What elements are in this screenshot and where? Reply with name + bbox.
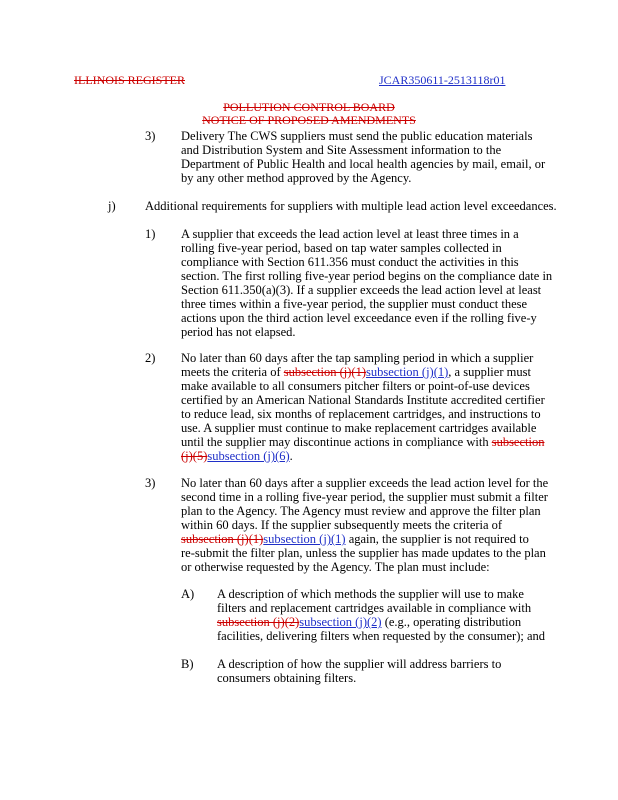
inserted-text: subsection (j)(6) (207, 449, 290, 463)
subsection-j3-text (181, 476, 601, 574)
text-line: Department of Public Health and local health agencies by mail, email, or (181, 157, 546, 171)
text-line: compliance with Section 611.356 must conduct the activities in this (181, 255, 519, 269)
text-line: second time in a rolling five-year period, the supplier must submit a filter (181, 490, 548, 504)
header-right: JCAR350611-2513118r01 (379, 73, 506, 87)
deleted-text: subsection (491, 435, 545, 449)
text-line: actions upon the third action level exceedance even if the rolling five-y (181, 311, 537, 325)
text-line: section. The first rolling five-year period begins on the compliance date in (181, 269, 553, 283)
text-line: A supplier that exceeds the lead action level at least three times in a (181, 227, 519, 241)
subsection-j2-text (181, 351, 601, 463)
text-run: until the supplier may discontinue actions in compliance with (181, 435, 492, 449)
text-line: plan to the Agency. The Agency must review and approve the filter plan (181, 504, 541, 518)
item-3-text (181, 129, 601, 185)
inserted-text: subsection (j)(2) (299, 615, 382, 629)
item-letter: A) (181, 587, 195, 601)
section-heading: Additional requirements for suppliers with multiple lead action level exceedances. (145, 199, 557, 213)
text-line (181, 365, 601, 379)
deleted-text: subsection (j)(1) (283, 365, 367, 379)
subsection-j3a-text (217, 587, 607, 643)
text-line (181, 435, 601, 449)
text-line: period has not elapsed. (181, 325, 296, 339)
text-line: facilities, delivering filters when requested by the consumer); and (217, 629, 546, 643)
text-line: filters and replacement cartridges available in compliance with (217, 601, 532, 615)
text-line: No later than 60 days after the tap sampling period in which a supplier (181, 351, 534, 365)
text-line: certified by an American National Standards Institute accredited certifier (181, 393, 545, 407)
notice-title: NOTICE OF PROPOSED AMENDMENTS (202, 113, 416, 127)
text-line: A description of how the supplier will address barriers to (217, 657, 502, 671)
inserted-text: subsection (j)(1) (263, 532, 346, 546)
item-letter: B) (181, 657, 194, 671)
agency-title: POLLUTION CONTROL BOARD (223, 100, 395, 114)
item-number: 3) (145, 476, 156, 490)
text-run: , a supplier must (448, 365, 531, 379)
text-line: by any other method approved by the Agency. (181, 171, 412, 185)
deleted-text: (j)(5) (181, 449, 208, 463)
text-line: and Distribution System and Site Assessment information to the (181, 143, 502, 157)
subsection-j3b-text (217, 657, 607, 685)
inserted-text: subsection (j)(1) (366, 365, 449, 379)
text-line: re-submit the filter plan, unless the supplier has made updates to the plan (181, 546, 546, 560)
text-line: consumers obtaining filters. (217, 671, 357, 685)
text-line: No later than 60 days after a supplier exceeds the lead action level for the (181, 476, 549, 490)
deleted-text: subsection (j)(2) (217, 615, 300, 629)
text-line (181, 449, 601, 463)
text-line: three times within a five-year period, the supplier must conduct these (181, 297, 528, 311)
text-run: (e.g., operating distribution (381, 615, 522, 629)
text-line: to reduce lead, six months of replacement cartridges, and instructions to (181, 407, 541, 421)
header-left: ILLINOIS REGISTER (74, 73, 185, 87)
text-run: . (289, 449, 293, 463)
item-number: 2) (145, 351, 156, 365)
text-line: use. A supplier must continue to make replacement cartridges available (181, 421, 537, 435)
text-line: or otherwise requested by the Agency. The plan must include: (181, 560, 490, 574)
section-number: j) (108, 199, 116, 213)
text-run: meets the criteria of (181, 365, 284, 379)
text-line (217, 615, 607, 629)
text-line: Delivery The CWS suppliers must send the public education materials (181, 129, 533, 143)
text-line: Section 611.350(a)(3). If a supplier exceeds the lead action level at least (181, 283, 542, 297)
item-number: 1) (145, 227, 156, 241)
text-line: within 60 days. If the supplier subsequently meets the criteria of (181, 518, 503, 532)
item-number: 3) (145, 129, 156, 143)
text-line: rolling five-year period, based on tap water samples collected in (181, 241, 502, 255)
text-run: again, the supplier is not required to (345, 532, 529, 546)
deleted-text: subsection (j)(1) (181, 532, 264, 546)
text-line (181, 532, 601, 546)
text-line: A description of which methods the supplier will use to make (217, 587, 524, 601)
subsection-j1-text (181, 227, 601, 339)
text-line: make available to all consumers pitcher filters or point-of-use devices (181, 379, 530, 393)
